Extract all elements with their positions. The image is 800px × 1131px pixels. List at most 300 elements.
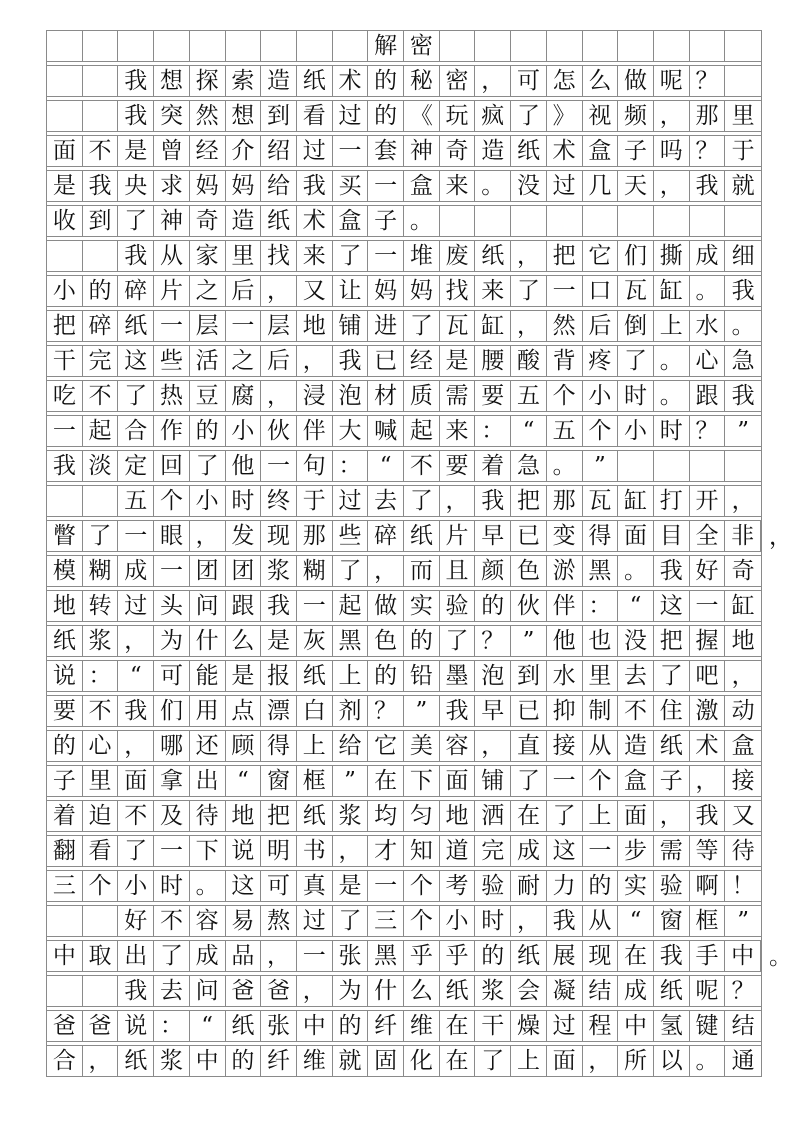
grid-cell: 盒 [618, 766, 654, 796]
grid-cell: 于 [297, 486, 333, 516]
grid-cell: 一 [690, 591, 726, 621]
grid-cell: 是 [261, 626, 297, 656]
grid-cell: 键 [690, 1011, 726, 1041]
grid-cell: 片 [440, 521, 476, 551]
grid-cell: 一 [583, 836, 619, 866]
grid-cell: 是 [47, 171, 83, 201]
grid-cell: ？ [475, 626, 511, 656]
grid-cell: 把 [547, 241, 583, 271]
grid-cell: 让 [333, 276, 369, 306]
grid-cell: 糊 [297, 556, 333, 586]
grid-cell: ， [297, 976, 333, 1006]
grid-cell: 从 [583, 906, 619, 936]
grid-cell: 了 [475, 1046, 511, 1076]
grid-cell: 我 [731, 382, 755, 409]
grid-cell: 在 [368, 766, 404, 796]
grid-cell: 几 [583, 171, 619, 201]
grid-cell: 术 [547, 136, 583, 166]
grid-cell: 激 [690, 696, 726, 726]
grid-cell: 早 [475, 521, 511, 551]
grid-cell: 了 [511, 766, 547, 796]
grid-cell: 腰 [475, 346, 511, 376]
grid-cell: 已 [511, 521, 547, 551]
grid-cell: 索 [226, 66, 262, 96]
grid-cell [83, 101, 119, 131]
grid-cell: 个 [404, 906, 440, 936]
grid-cell: 翻 [47, 836, 83, 866]
grid-cell: 中 [618, 1011, 654, 1041]
grid-cell: 什 [190, 626, 226, 656]
grid-cell: 力 [547, 871, 583, 901]
grid-cell: 也 [583, 626, 619, 656]
grid-cell: 燥 [511, 1011, 547, 1041]
grid-cell: 了 [404, 311, 440, 341]
grid-cell: 乎 [440, 941, 476, 971]
grid-cell: 造 [475, 136, 511, 166]
grid-cell: 里 [83, 766, 119, 796]
grid-cell: 在 [618, 941, 654, 971]
grid-cell: 一 [118, 521, 154, 551]
grid-cell: 不 [83, 381, 119, 411]
grid-row [46, 275, 762, 307]
title-cell [154, 31, 190, 61]
grid-cell: 个 [154, 486, 190, 516]
grid-cell: 需 [654, 836, 690, 866]
grid-cell: 转 [83, 591, 119, 621]
grid-cell: 了 [333, 556, 369, 586]
grid-cell: 上 [583, 801, 619, 831]
grid-cell: 过 [297, 136, 333, 166]
grid-cell: 瓦 [618, 276, 654, 306]
grid-row [46, 555, 762, 587]
grid-cell: 小 [190, 486, 226, 516]
grid-cell: 一 [154, 556, 190, 586]
grid-cell: 术 [690, 731, 726, 761]
grid-cell [475, 206, 511, 236]
grid-cell: 们 [618, 241, 654, 271]
grid-cell: 秘 [404, 66, 440, 96]
grid-cell: 地 [47, 591, 83, 621]
grid-cell: ， [654, 801, 690, 831]
grid-cell: 时 [226, 486, 262, 516]
grid-cell [440, 206, 476, 236]
grid-cell: ： [475, 416, 511, 446]
grid-cell: 泡 [333, 381, 369, 411]
grid-cell: 程 [583, 1011, 619, 1041]
grid-cell: ， [654, 101, 690, 131]
grid-cell: 做 [618, 66, 654, 96]
grid-cell: 回 [154, 451, 190, 481]
grid-cell: 我 [690, 801, 726, 831]
grid-cell: 时 [618, 381, 654, 411]
grid-cell: 黑 [333, 626, 369, 656]
grid-cell: 片 [154, 276, 190, 306]
grid-cell: 些 [154, 346, 190, 376]
grid-cell: 层 [190, 311, 226, 341]
grid-cell: 时 [154, 871, 190, 901]
grid-cell: 为 [333, 976, 369, 1006]
grid-cell: 漂 [261, 696, 297, 726]
grid-cell: 小 [440, 906, 476, 936]
grid-cell: 的 [333, 1011, 369, 1041]
grid-cell: 我 [261, 591, 297, 621]
grid-cell: 上 [333, 661, 369, 691]
grid-cell: 容 [190, 906, 226, 936]
grid-cell: ， [261, 941, 297, 971]
grid-cell: 早 [475, 696, 511, 726]
grid-cell: 可 [261, 871, 297, 901]
grid-cell: 用 [190, 696, 226, 726]
grid-cell: ， [190, 521, 226, 551]
grid-cell: 疼 [583, 346, 619, 376]
grid-cell: 明 [261, 836, 297, 866]
title-cell: 解 [368, 31, 404, 61]
grid-cell: 是 [440, 346, 476, 376]
grid-cell: 结 [583, 976, 619, 1006]
grid-cell: 眼 [154, 521, 190, 551]
grid-cell: ， [511, 241, 547, 271]
grid-cell: 面 [618, 521, 654, 551]
grid-cell: 的 [83, 276, 119, 306]
grid-cell: 里 [731, 102, 755, 129]
grid-cell: 动 [731, 697, 755, 724]
grid-cell: 纸 [118, 311, 154, 341]
grid-cell: 不 [83, 696, 119, 726]
grid-cell: 到 [83, 206, 119, 236]
grid-cell: 质 [404, 381, 440, 411]
grid-cell: 了 [654, 661, 690, 691]
grid-cell: 一 [47, 416, 83, 446]
grid-cell: 怎 [547, 66, 583, 96]
grid-cell: 耐 [511, 871, 547, 901]
grid-cell: 来 [297, 241, 333, 271]
grid-cell: 所 [618, 1046, 654, 1076]
grid-cell: 呢 [690, 976, 726, 1006]
grid-cell [547, 206, 583, 236]
grid-cell: 术 [333, 66, 369, 96]
grid-cell: 造 [618, 731, 654, 761]
grid-cell: 固 [368, 1046, 404, 1076]
grid-cell: 浸 [297, 381, 333, 411]
grid-cell [690, 206, 726, 236]
grid-cell: 步 [618, 836, 654, 866]
grid-cell: 心 [83, 731, 119, 761]
grid-row [46, 345, 762, 377]
grid-cell: 凝 [547, 976, 583, 1006]
grid-cell: 我 [440, 696, 476, 726]
grid-cell: 么 [226, 626, 262, 656]
grid-cell: 容 [440, 731, 476, 761]
grid-cell: 爸 [83, 1011, 119, 1041]
grid-cell: 造 [226, 206, 262, 236]
grid-cell: 起 [83, 416, 119, 446]
grid-cell: “ [618, 591, 654, 621]
grid-row [46, 135, 762, 167]
grid-cell [47, 66, 83, 96]
grid-cell: 他 [547, 626, 583, 656]
grid-cell: 美 [404, 731, 440, 761]
grid-cell: 起 [333, 591, 369, 621]
grid-cell: 接 [547, 731, 583, 761]
grid-cell: 。 [690, 276, 726, 306]
grid-cell: 地 [226, 801, 262, 831]
grid-cell: 。 [404, 206, 440, 236]
grid-cell: 了 [547, 801, 583, 831]
grid-cell: 我 [333, 346, 369, 376]
grid-cell: 这 [118, 346, 154, 376]
grid-cell: ？ [690, 66, 726, 96]
grid-cell: 不 [83, 136, 119, 166]
title-cell [690, 31, 726, 61]
grid-cell: 知 [404, 836, 440, 866]
grid-cell: 了 [511, 101, 547, 131]
grid-cell: 中 [725, 941, 761, 971]
grid-cell: 住 [654, 696, 690, 726]
grid-cell [583, 206, 619, 236]
grid-cell: 热 [154, 381, 190, 411]
grid-cell: 团 [190, 556, 226, 586]
grid-cell: 小 [583, 381, 619, 411]
grid-cell: 奇 [190, 206, 226, 236]
grid-cell: 不 [618, 696, 654, 726]
grid-cell: 铺 [333, 311, 369, 341]
grid-cell: 一 [297, 591, 333, 621]
grid-cell: 一 [368, 871, 404, 901]
grid-cell: 成 [618, 976, 654, 1006]
grid-cell: 。 [190, 871, 226, 901]
grid-cell: 了 [333, 241, 369, 271]
grid-cell: 央 [118, 171, 154, 201]
grid-cell: 妈 [404, 276, 440, 306]
grid-cell: 实 [404, 591, 440, 621]
grid-cell: 给 [261, 171, 297, 201]
grid-cell: 瓦 [583, 486, 619, 516]
grid-cell: 盒 [333, 206, 369, 236]
grid-cell: 急 [511, 451, 547, 481]
grid-cell: 求 [154, 171, 190, 201]
grid-cell: 把 [261, 801, 297, 831]
grid-cell: 是 [333, 871, 369, 901]
grid-cell: 而 [404, 556, 440, 586]
grid-cell: “ [368, 451, 404, 481]
grid-cell: 完 [83, 346, 119, 376]
grid-cell: 。 [475, 171, 511, 201]
grid-row [46, 940, 792, 972]
grid-cell [725, 66, 761, 96]
grid-cell: 我 [83, 171, 119, 201]
grid-cell: 跟 [690, 381, 726, 411]
grid-cell: 已 [368, 346, 404, 376]
composition-grid-paper [46, 30, 792, 1077]
grid-cell: 着 [47, 801, 83, 831]
grid-cell: 没 [511, 171, 547, 201]
grid-cell: 上 [654, 311, 690, 341]
grid-cell: 什 [368, 976, 404, 1006]
grid-cell: 玩 [440, 101, 476, 131]
grid-row [46, 975, 762, 1007]
grid-cell: ： [583, 591, 619, 621]
grid-cell: ， [261, 381, 297, 411]
grid-cell [83, 241, 119, 271]
grid-cell: 了 [190, 451, 226, 481]
grid-cell: 均 [368, 801, 404, 831]
grid-cell: 啊 [690, 871, 726, 901]
grid-cell: 完 [475, 836, 511, 866]
grid-cell: 。 [654, 381, 690, 411]
grid-cell: 呢 [654, 66, 690, 96]
grid-cell: 材 [368, 381, 404, 411]
grid-cell: 一 [368, 241, 404, 271]
grid-cell: 把 [654, 626, 690, 656]
grid-cell: 能 [190, 661, 226, 691]
grid-cell: 通 [731, 1047, 755, 1074]
grid-cell: 在 [511, 801, 547, 831]
grid-cell: ： [333, 451, 369, 481]
grid-cell [83, 906, 119, 936]
grid-cell: 之 [226, 346, 262, 376]
grid-cell: 过 [547, 1011, 583, 1041]
grid-cell: “ [511, 416, 547, 446]
grid-cell: ” [404, 696, 440, 726]
grid-cell: 报 [261, 661, 297, 691]
title-cell: 密 [404, 31, 440, 61]
grid-cell: 框 [690, 906, 726, 936]
grid-cell: 维 [297, 1046, 333, 1076]
grid-cell [47, 101, 83, 131]
grid-cell: ， [261, 276, 297, 306]
grid-cell: 豆 [190, 381, 226, 411]
grid-cell: 洒 [475, 801, 511, 831]
grid-cell: 从 [583, 731, 619, 761]
grid-cell: 淤 [547, 556, 583, 586]
grid-cell: 看 [297, 101, 333, 131]
grid-cell: 没 [618, 626, 654, 656]
grid-cell: 妈 [226, 171, 262, 201]
grid-cell: 造 [261, 66, 297, 96]
grid-cell: 起 [404, 416, 440, 446]
grid-cell: 易 [226, 906, 262, 936]
title-cell [618, 31, 654, 61]
grid-cell: 实 [618, 871, 654, 901]
grid-cell: 。 [731, 312, 755, 339]
grid-cell: 着 [475, 451, 511, 481]
grid-cell: 一 [297, 941, 333, 971]
grid-cell: “ [226, 766, 262, 796]
grid-cell: 变 [547, 521, 583, 551]
grid-cell: 上 [511, 1046, 547, 1076]
grid-cell [47, 906, 83, 936]
grid-cell: 定 [118, 451, 154, 481]
grid-cell: 盒 [731, 732, 755, 759]
title-cell [511, 31, 547, 61]
grid-cell: 里 [226, 241, 262, 271]
grid-cell: 缸 [731, 592, 755, 619]
grid-cell: 从 [154, 241, 190, 271]
grid-cell: ， [333, 836, 369, 866]
grid-cell: 纸 [297, 66, 333, 96]
grid-cell: 会 [511, 976, 547, 1006]
title-cell [725, 31, 761, 61]
grid-cell: 层 [261, 311, 297, 341]
grid-row [46, 485, 762, 517]
grid-cell: 来 [440, 416, 476, 446]
grid-cell [511, 206, 547, 236]
grid-cell: 出 [118, 941, 154, 971]
grid-cell [654, 206, 690, 236]
grid-cell: 伴 [297, 416, 333, 446]
grid-cell [654, 451, 690, 481]
grid-cell: 面 [547, 1046, 583, 1076]
overflow-punctuation: ， [769, 524, 792, 550]
grid-cell: 然 [547, 311, 583, 341]
grid-cell [83, 976, 119, 1006]
grid-cell: 我 [118, 241, 154, 271]
grid-cell: 个 [83, 871, 119, 901]
grid-cell: 我 [118, 66, 154, 96]
title-cell [440, 31, 476, 61]
grid-cell: 验 [440, 591, 476, 621]
grid-cell: 待 [731, 837, 755, 864]
grid-cell: 了 [118, 206, 154, 236]
grid-cell: 浆 [261, 556, 297, 586]
grid-cell: 五 [547, 416, 583, 446]
grid-cell: 非 [725, 521, 761, 551]
grid-cell: 哪 [154, 731, 190, 761]
grid-cell: 们 [154, 696, 190, 726]
grid-cell: 可 [154, 661, 190, 691]
grid-cell: ” [511, 626, 547, 656]
grid-cell: 一 [333, 136, 369, 166]
grid-cell: 是 [118, 136, 154, 166]
grid-cell: 一 [547, 766, 583, 796]
grid-cell: “ [190, 1011, 226, 1041]
grid-cell: 我 [118, 101, 154, 131]
grid-cell: ， [368, 556, 404, 586]
grid-cell: 水 [690, 311, 726, 341]
title-cell [47, 31, 83, 61]
grid-row [46, 415, 762, 447]
grid-cell: 介 [226, 136, 262, 166]
grid-cell: 灰 [297, 626, 333, 656]
grid-cell: 妈 [368, 276, 404, 306]
grid-cell: 说 [226, 836, 262, 866]
grid-cell: “ [118, 661, 154, 691]
grid-cell: 句 [297, 451, 333, 481]
grid-cell: 张 [333, 941, 369, 971]
grid-cell: 爸 [226, 976, 262, 1006]
grid-cell: 找 [261, 241, 297, 271]
grid-cell: 手 [690, 941, 726, 971]
grid-cell: 三 [368, 906, 404, 936]
grid-cell: 缸 [475, 311, 511, 341]
grid-cell: 在 [440, 1046, 476, 1076]
grid-cell: 书 [297, 836, 333, 866]
grid-cell: 想 [226, 101, 262, 131]
grid-cell: 倒 [618, 311, 654, 341]
grid-cell: 不 [154, 906, 190, 936]
grid-cell: 一 [154, 311, 190, 341]
grid-cell: 开 [690, 486, 726, 516]
grid-cell: 这 [654, 591, 690, 621]
grid-cell: 然 [190, 101, 226, 131]
grid-cell: 一 [547, 276, 583, 306]
grid-cell: ， [511, 906, 547, 936]
grid-cell: 色 [511, 556, 547, 586]
grid-row [46, 205, 762, 237]
grid-cell: 背 [547, 346, 583, 376]
grid-row [46, 450, 762, 482]
title-cell [333, 31, 369, 61]
